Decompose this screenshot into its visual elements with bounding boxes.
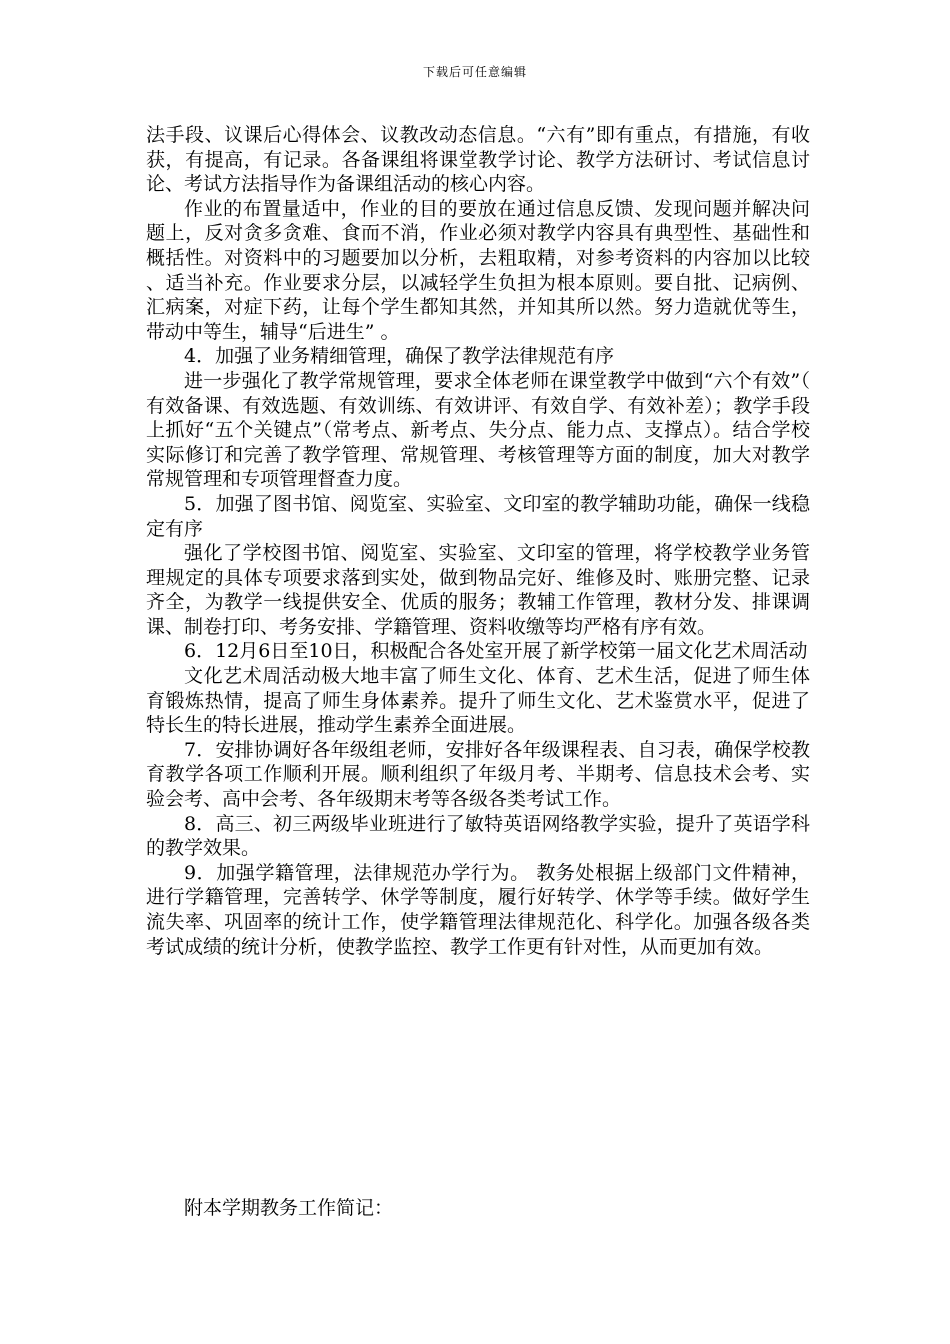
paragraph-item-8: 8．高三、初三两级毕业班进行了敏特英语网络教学实验，提升了英语学科的教学效果。 (146, 812, 810, 860)
section-heading-5: 5．加强了图书馆、阅览室、实验室、文印室的教学辅助功能，确保一线稳定有序 (146, 492, 810, 540)
paragraph-art-week: 文化艺术周活动极大地丰富了师生文化、体育、艺术生活，促进了师生体育锻炼热情，提高了师生身体素养。提升了师生文化、艺术鉴赏水平，促进了特长生的特长进展，推动学生素养全面进展。 (146, 665, 810, 737)
page-header-note: 下载后可任意编辑 (422, 65, 527, 79)
paragraph-homework: 作业的布置量适中，作业的目的要放在通过信息反馈、发现问题并解决问题上，反对贪多贪难、食而不消，作业必须对教学内容具有典型性、基础性和概括性。对资料中的习题要加以分析，去粗取精，对参考资料的内容加以比较、适当补充。作业要求分层，以减轻学生负担为根本原则。要自批、记病例、汇病案，对症下药，让每个学生都知其然，并知其所以然。努力造就优等生，带动中等生，辅导“后进生” 。 (146, 197, 810, 343)
section-heading-6: 6．12月6日至10日，积极配合各处室开展了新学校第一届文化艺术周活动 (184, 640, 808, 663)
appendix-title: 附本学期教务工作简记： (184, 1197, 394, 1219)
paragraph-item-9: 9．加强学籍管理，法律规范办学行为。 教务处根据上级部门文件精神，进行学籍管理，完善转学、休学等制度，履行好转学、休学等手续。做好学生流失率、巩固率的统计工作，使学籍管理法律规范化、科学化。加强各级各类考试成绩的统计分析，使教学监控、教学工作更有针对性，从而更加有效。 (146, 861, 810, 958)
document-body (146, 123, 810, 959)
paragraph-continuation: 法手段、议课后心得体会、议教改动态信息。“六有”即有重点，有措施，有收获，有提高，有记录。各备课组将课堂教学讨论、教学方法研讨、考试信息讨论、考试方法指导作为备课组活动的核心内容。 (146, 124, 810, 196)
paragraph-item-7: 7．安排协调好各年级组老师，安排好各年级课程表、自习表，确保学校教育教学各项工作顺利开展。顺利组织了年级月考、半期考、信息技术会考、实验会考、高中会考、各年级期末考等各级各类考试工作。 (146, 738, 810, 811)
section-heading-4: 4．加强了业务精细管理，确保了教学法律规范有序 (184, 345, 615, 368)
paragraph-teaching-routine: 进一步强化了教学常规管理，要求全体老师在课堂教学中做到“六个有效”（有效备课、有效选题、有效训练、有效讲评、有效自学、有效补差）；教学手段上抓好“五个关键点”（常考点、新考点、失分点、能力点、支撑点）。结合学校实际修订和完善了教学管理、常规管理、考核管理等方面的制度，加大对教学常规管理和专项管理督查力度。 (146, 369, 810, 491)
appendix-section (146, 1196, 810, 1221)
paragraph-library-management: 强化了学校图书馆、阅览室、实验室、文印室的管理，将学校教学业务管理规定的具体专项要求落到实处，做到物品完好、维修及时、账册完整、记录齐全，为教学一线提供安全、优质的服务；教辅工作管理，教材分发、排课调课、制卷打印、考务安排、学籍管理、资料收缴等均严格有序有效。 (146, 542, 810, 638)
